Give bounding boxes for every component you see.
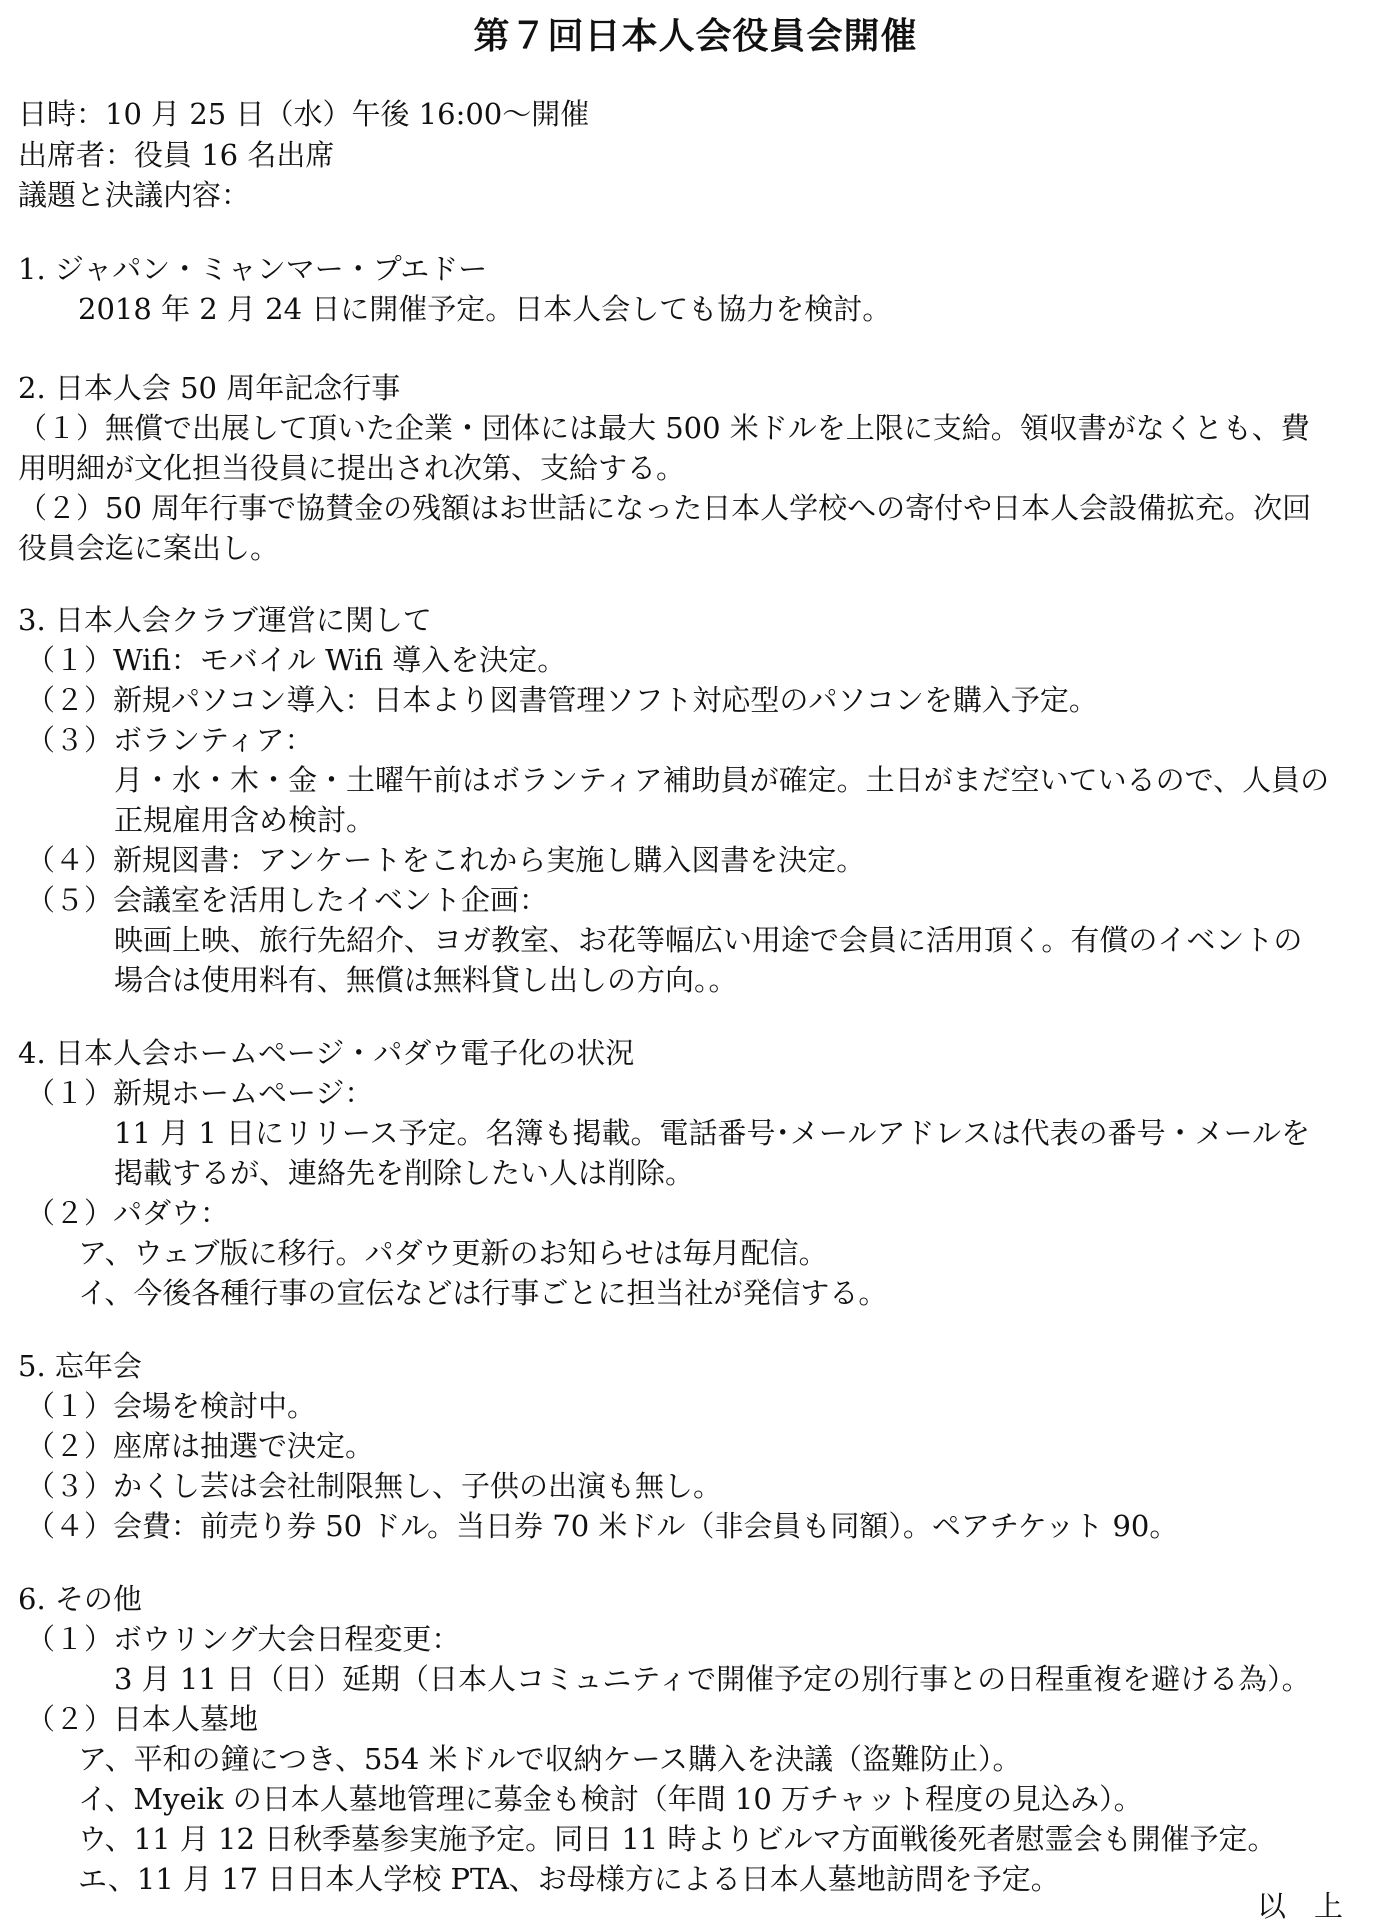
section-line: イ、Myeik の日本人墓地管理に募金も検討（年間 10 万チャット程度の見込み）。 bbox=[78, 1782, 1143, 1816]
section-line: エ、11 月 17 日日本人学校 PTA、お母様方による日本人墓地訪問を予定。 bbox=[78, 1862, 1060, 1896]
section-line: （２）50 周年行事で協賛金の残額はお世話になった日本人学校への寄付や日本人会設備拡充。次回 bbox=[18, 491, 1312, 525]
section-line: 映画上映、旅行先紹介、ヨガ教室、お花等幅広い用途で会員に活用頂く。有償のイベントの bbox=[114, 923, 1303, 957]
section-line: イ、今後各種行事の宣伝などは行事ごとに担当社が発信する。 bbox=[78, 1276, 888, 1310]
document-title: 第７回日本人会役員会開催 bbox=[473, 15, 918, 57]
section-line: （２）日本人墓地 bbox=[26, 1702, 259, 1736]
section-line: （５）会議室を活用したイベント企画： bbox=[26, 883, 549, 917]
section-line: 役員会迄に案出し。 bbox=[18, 531, 280, 565]
section-line: （２）座席は抽選で決定。 bbox=[26, 1429, 375, 1463]
section-line: ア、平和の鐘につき、554 米ドルで収納ケース購入を決議（盗難防止）。 bbox=[78, 1742, 1022, 1776]
section-line: （２）パダウ： bbox=[26, 1196, 230, 1230]
section-line: （４）会費：前売り券 50 ドル。当日券 70 米ドル（非会員も同額）。ペアチケット 90。 bbox=[26, 1509, 1179, 1543]
agenda-label: 議題と決議内容： bbox=[18, 178, 251, 212]
section-line: 正規雇用含め検討。 bbox=[114, 803, 376, 837]
section-heading: 4. 日本人会ホームページ・パダウ電子化の状況 bbox=[18, 1036, 635, 1070]
section-line: （１）ボウリング大会日程変更： bbox=[26, 1622, 461, 1656]
section-line: ウ、11 月 12 日秋季墓参実施予定。同日 11 時よりビルマ方面戦後死者慰霊会も開催予定。 bbox=[78, 1822, 1277, 1856]
section-line: （１）無償で出展して頂いた企業・団体には最大 500 米ドルを上限に支給。領収書がなくとも、費 bbox=[18, 411, 1310, 445]
section-line: 用明細が文化担当役員に提出され次第、支給する。 bbox=[18, 451, 686, 485]
section-line: 3 月 11 日（日）延期（日本人コミュニティで開催予定の別行事との日程重複を避ける為）。 bbox=[114, 1662, 1311, 1696]
section-heading: 1. ジャパン・ミャンマー・プエドー bbox=[18, 252, 488, 286]
section-line: （３）ボランティア： bbox=[26, 723, 314, 757]
section-line: （１）Wifi：モバイル Wifi 導入を決定。 bbox=[26, 643, 567, 677]
section-line: 2018 年 2 月 24 日に開催予定。日本人会しても協力を検討。 bbox=[78, 292, 892, 326]
section-heading: 3. 日本人会クラブ運営に関して bbox=[18, 603, 432, 637]
section-heading: 6. その他 bbox=[18, 1582, 142, 1616]
section-heading: 2. 日本人会 50 周年記念行事 bbox=[18, 371, 401, 405]
section-line: 月・水・木・金・土曜午前はボランティア補助員が確定。土日がまだ空いているので、人員の bbox=[114, 763, 1330, 797]
section-heading: 5. 忘年会 bbox=[18, 1349, 142, 1383]
meeting-datetime: 日時：10 月 25 日（水）午後 16:00～開催 bbox=[18, 97, 590, 131]
section-line: 11 月 1 日にリリース予定。名簿も掲載。電話番号･メールアドレスは代表の番号・メールを bbox=[114, 1116, 1311, 1150]
section-line: 場合は使用料有、無償は無料貸し出しの方向。。 bbox=[114, 963, 738, 997]
section-line: （３）かくし芸は会社制限無し、子供の出演も無し。 bbox=[26, 1469, 723, 1503]
closing-mark: 以上 bbox=[1256, 1889, 1371, 1923]
section-line: （１）新規ホームページ： bbox=[26, 1076, 374, 1110]
meeting-attendees: 出席者：役員 16 名出席 bbox=[18, 138, 335, 172]
section-line: （２）新規パソコン導入：日本より図書管理ソフト対応型のパソコンを購入予定。 bbox=[26, 683, 1098, 717]
section-line: 掲載するが、連絡先を削除したい人は削除。 bbox=[114, 1156, 695, 1190]
section-line: ア、ウェブ版に移行。パダウ更新のお知らせは毎月配信。 bbox=[78, 1236, 828, 1270]
section-line: （１）会場を検討中。 bbox=[26, 1389, 317, 1423]
section-line: （４）新規図書：アンケートをこれから実施し購入図書を決定。 bbox=[26, 843, 866, 877]
